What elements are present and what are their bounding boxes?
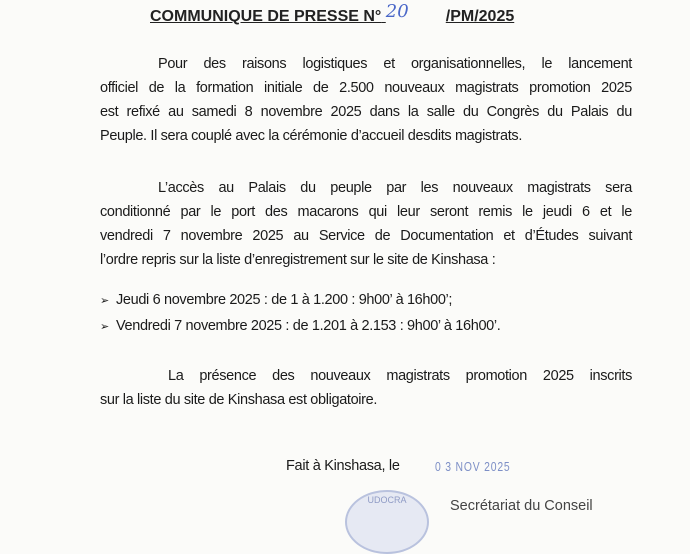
seal-text: UDOCRA xyxy=(367,495,407,505)
paragraph-1-line: Pour des raisons logistiques et organisationnelles, le lancement xyxy=(158,56,632,72)
paragraph-1-line: Peuple. Il sera couplé avec la cérémonie d’accueil desdits magistrats. xyxy=(100,128,523,144)
handwritten-number: 20 xyxy=(385,1,409,22)
arrow-right-icon: ➢ xyxy=(100,321,109,333)
list-item xyxy=(100,291,452,310)
paragraph-3-line: La présence des nouveaux magistrats promotion 2025 inscrits xyxy=(168,368,632,384)
official-seal xyxy=(345,490,429,554)
page-title xyxy=(150,1,555,26)
title-prefix: COMMUNIQUE DE PRESSE N° xyxy=(150,8,382,25)
arrow-right-icon: ➢ xyxy=(100,295,109,307)
signatory-title: Secrétariat du Conseil xyxy=(450,498,593,514)
paragraph-2-line: vendredi 7 novembre 2025 au Service de Documentation et d’Études suivant xyxy=(100,228,632,244)
list-item-text: Jeudi 6 novembre 2025 : de 1 à 1.200 : 9h00’ à 16h00’; xyxy=(116,292,453,308)
place-line: Fait à Kinshasa, le xyxy=(286,458,400,474)
paragraph-3-line: sur la liste du site de Kinshasa est obligatoire. xyxy=(100,392,378,408)
title-suffix: /PM/2025 xyxy=(445,8,515,25)
date-stamp: 0 3 NOV 2025 xyxy=(435,459,511,474)
list-item xyxy=(100,317,500,336)
paragraph-2-line: conditionné par le port des macarons qui leur seront remis le jeudi 6 et le xyxy=(100,204,632,220)
paragraph-1-line: est refixé au samedi 8 novembre 2025 dans la salle du Congrès du Palais du xyxy=(100,104,632,120)
paragraph-2-line: L’accès au Palais du peuple par les nouveaux magistrats sera xyxy=(158,180,632,196)
paragraph-2-line: l’ordre repris sur la liste d’enregistrement sur le site de Kinshasa : xyxy=(100,252,496,268)
list-item-text: Vendredi 7 novembre 2025 : de 1.201 à 2.153 : 9h00’ à 16h00’. xyxy=(116,318,501,334)
paragraph-1-line: officiel de la formation initiale de 2.500 nouveaux magistrats promotion 2025 xyxy=(100,80,632,96)
